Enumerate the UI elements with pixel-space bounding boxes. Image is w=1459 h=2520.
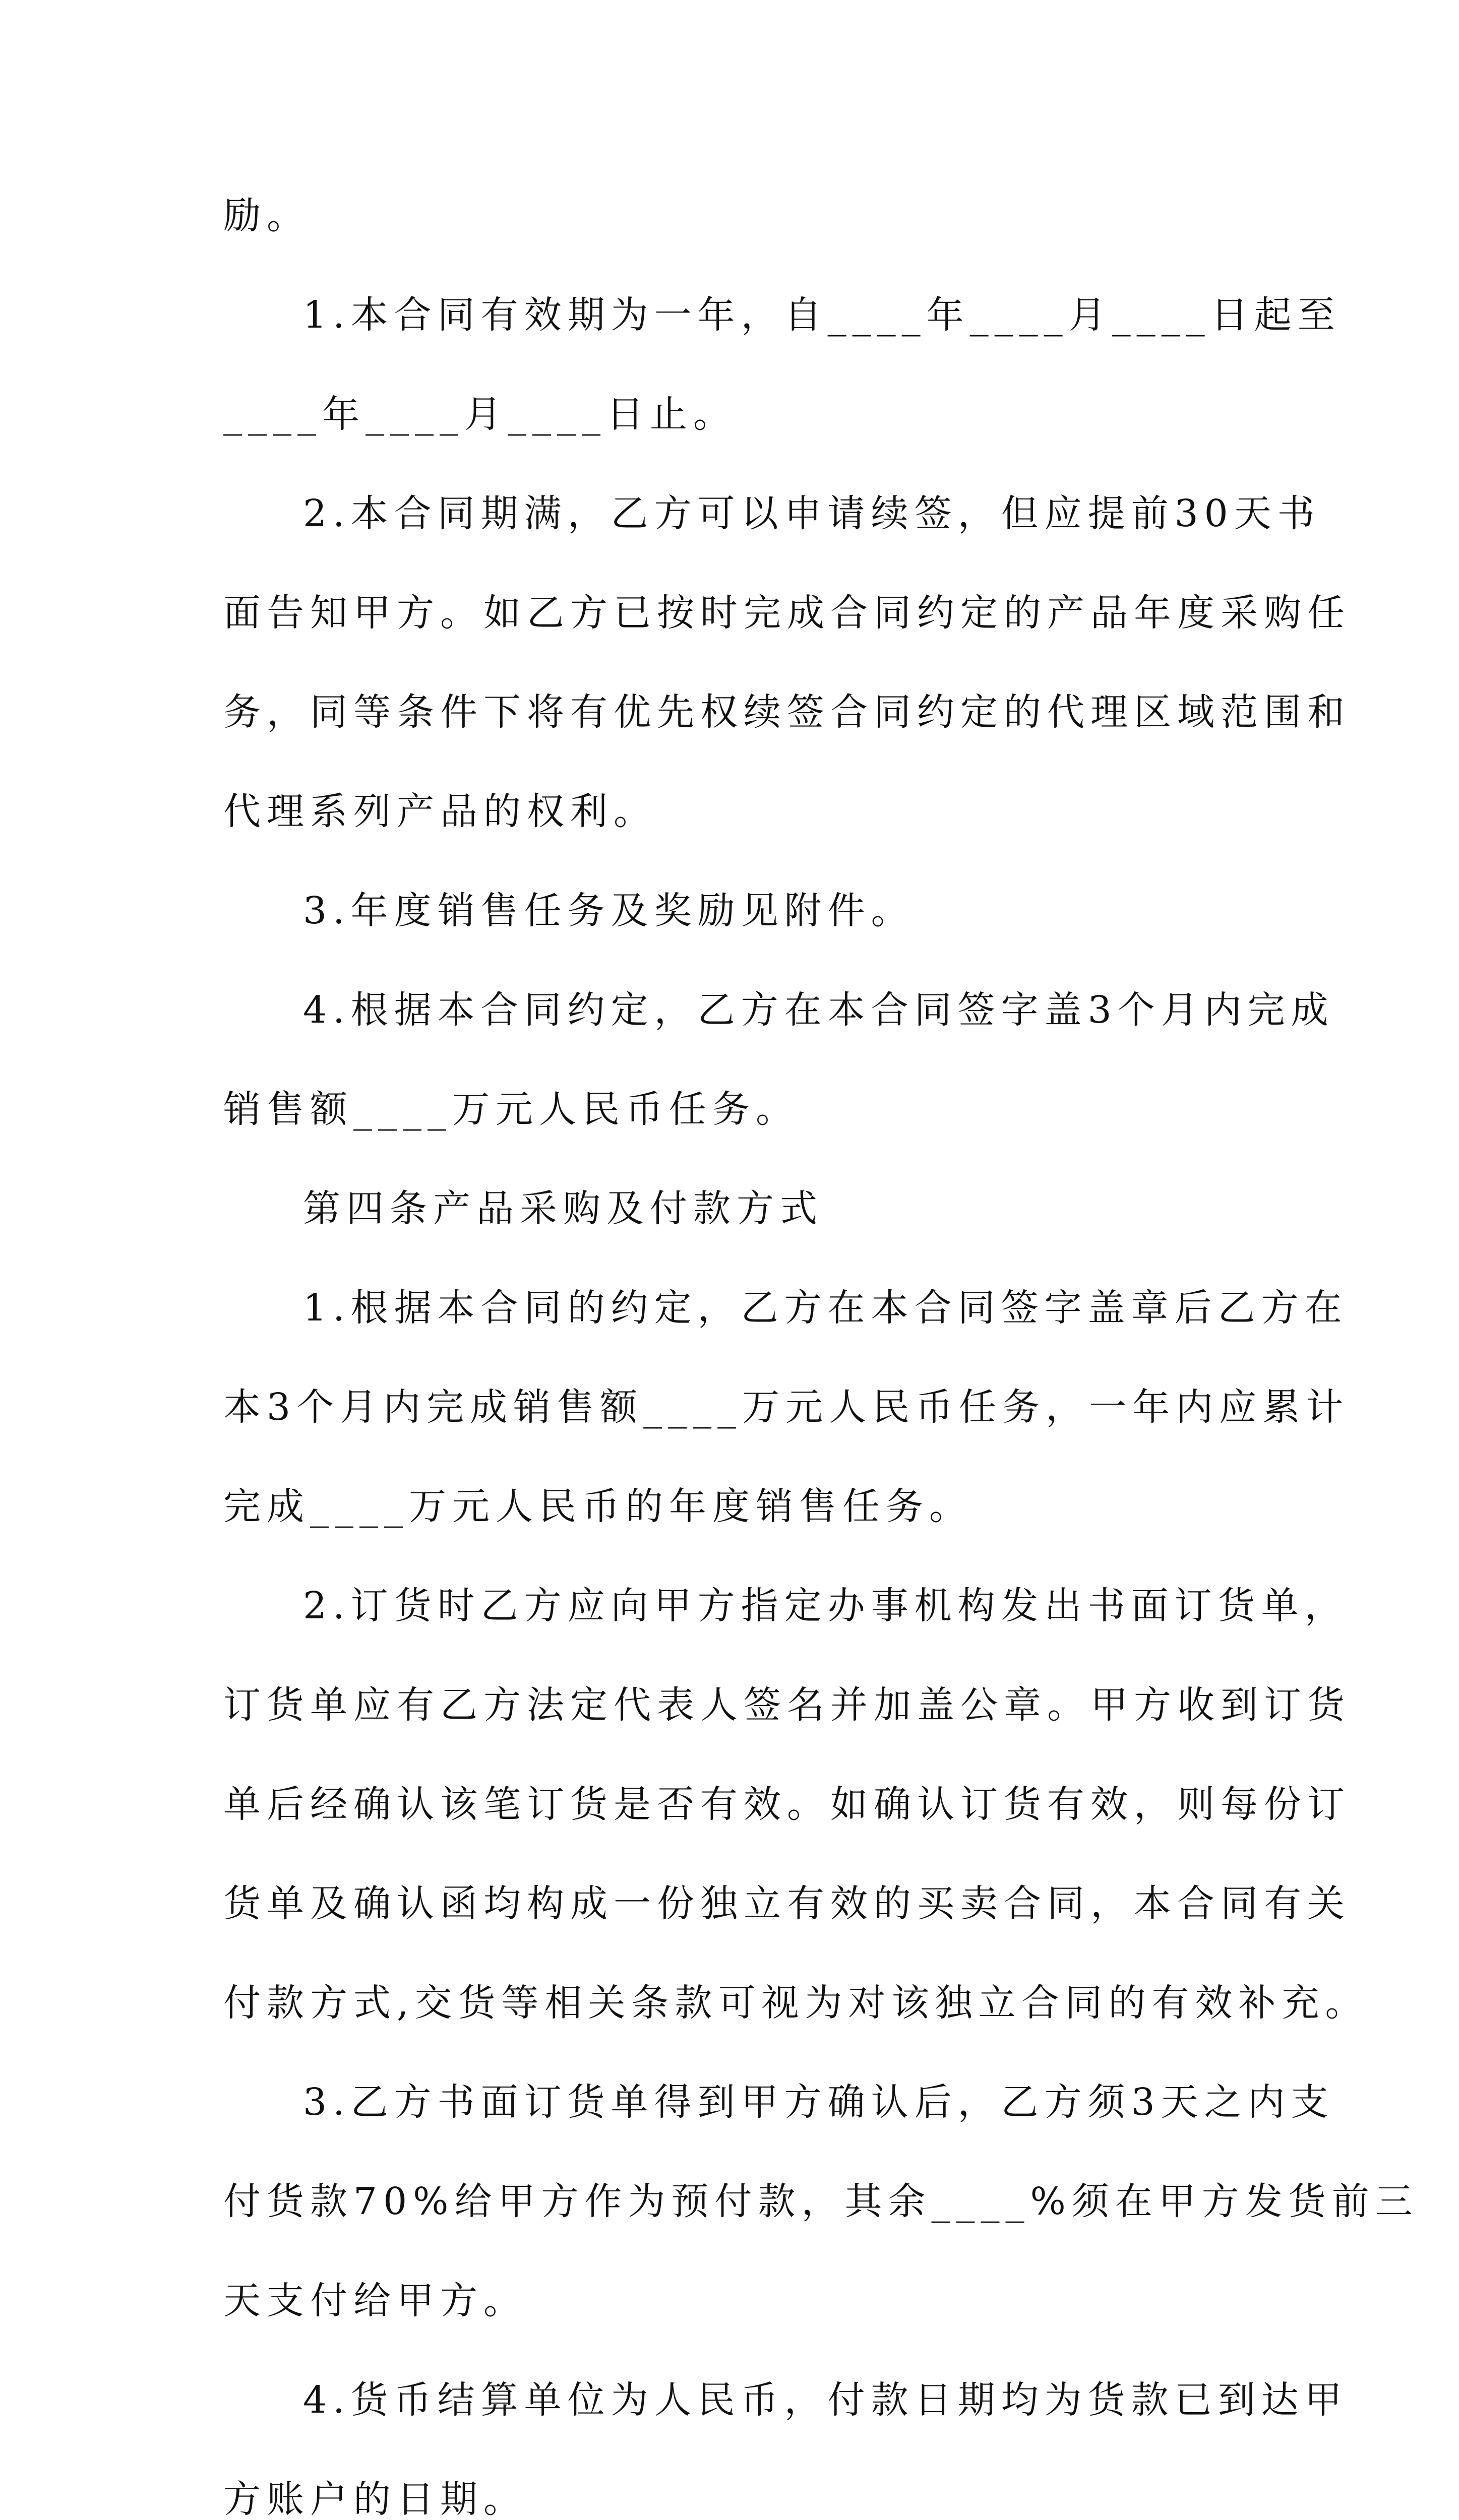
- text-line: 2.本合同期满，乙方可以申请续签，但应提前30天书: [303, 492, 1321, 535]
- text-line: 面告知甲方。如乙方已按时完成合同约定的产品年度采购任: [223, 591, 1351, 635]
- paragraph-currency: [223, 2375, 1348, 2520]
- text-line: 4.货币结算单位为人民币，付款日期均为货款已到达甲: [303, 2378, 1348, 2422]
- text-line: 1.本合同有效期为一年，自____年____月____日起至: [303, 293, 1341, 337]
- text-line: 天支付给甲方。: [223, 2279, 527, 2322]
- text-line: 3.年度销售任务及奖励见附件。: [303, 889, 915, 932]
- text-line: 付款方式,交货等相关条款可视为对该独立合同的有效补充。: [223, 1981, 1369, 2025]
- text-line: 本3个月内完成销售额____万元人民币任务，一年内应累计: [223, 1385, 1350, 1429]
- text-line: 励。: [223, 194, 310, 237]
- paragraph-sales-targets: [223, 1283, 1350, 1581]
- text-line: 销售额____万元人民币任务。: [223, 1088, 799, 1131]
- text-line: 付货款70%给甲方作为预付款，其余____%须在甲方发货前三: [223, 2180, 1419, 2223]
- text-line: 货单及确认函均构成一份独立有效的买卖合同，本合同有关: [223, 1882, 1351, 1925]
- text-line: 第四条产品采购及付款方式: [303, 1187, 823, 1230]
- text-line: ____年____月____日止。: [223, 393, 737, 436]
- paragraph-validity-period: [223, 290, 1341, 488]
- text-line: 2.订货时乙方应向甲方指定办事机构发出书面订货单，: [303, 1584, 1348, 1627]
- section-heading-article-4: [223, 1183, 1252, 1283]
- text-line: 务，同等条件下将有优先权续签合同约定的代理区域范围和: [223, 690, 1351, 734]
- text-line: 代理系列产品的权利。: [223, 790, 657, 833]
- text-line: 1.根据本合同的约定，乙方在本合同签字盖章后乙方在: [303, 1286, 1348, 1330]
- paragraph-annual-tasks: [223, 886, 1252, 985]
- paragraph-renewal: [223, 488, 1351, 886]
- text-line: 方账户的日期。: [223, 2478, 527, 2520]
- paragraph-payment-terms: [223, 2077, 1419, 2375]
- paragraph-continuation: [223, 191, 1252, 290]
- text-line: 单后经确认该笔订货是否有效。如确认订货有效，则每份订: [223, 1783, 1351, 1826]
- text-line: 3.乙方书面订货单得到甲方确认后，乙方须3天之内支: [303, 2081, 1334, 2124]
- text-line: 完成____万元人民币的年度销售任务。: [223, 1485, 972, 1528]
- text-line: 4.根据本合同约定，乙方在本合同签字盖3个月内完成: [303, 988, 1334, 1032]
- paragraph-ordering: [223, 1581, 1369, 2077]
- document-page: [223, 191, 1419, 2520]
- paragraph-three-month-sales: [223, 985, 1334, 1183]
- text-line: 订货单应有乙方法定代表人签名并加盖公章。甲方收到订货: [223, 1683, 1351, 1727]
